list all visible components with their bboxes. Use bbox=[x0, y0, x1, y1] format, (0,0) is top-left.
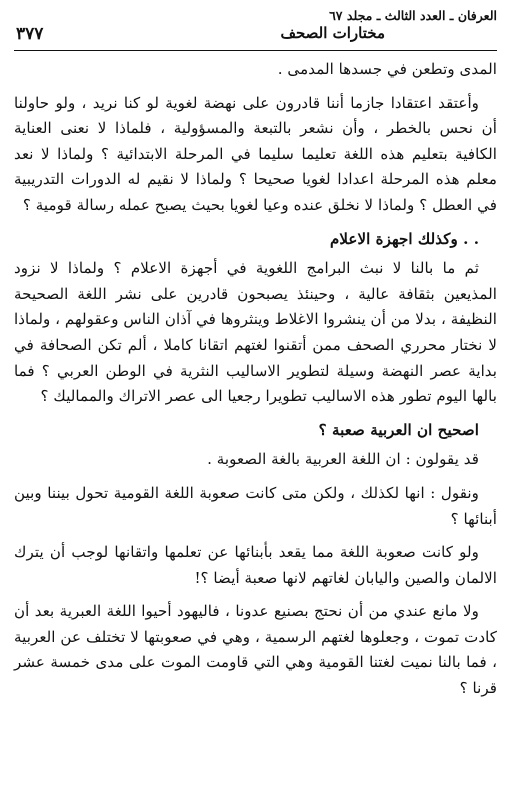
paragraph-3: ثم ما بالنا لا نبث البرامج اللغوية في أجهزة الاعلام ؟ ولماذا لا نزود المذيعين بثقافة عالية ، وحينئذ يصبحون قادرين على نشر اللغة الصحيحة النظيفة ، بدلا من أن ينشروا الاغلاط وينثروها في آذان الناس وعقولهم ، ولماذا لا نختار محرري الصحف ممن أتقنوا لغتهم اتقانا كاملا ، ألم تكن الصحافة في بداية عصر النهضة وسيلة لتطوير الاساليب النثرية في الوطن العربي ؟ فما بالها اليوم تطور هذه الاساليب تطويرا رجعيا الى عصر الاتراك والمماليك ؟ bbox=[14, 259, 497, 406]
paragraph-5: ونقول : انها لكذلك ، ولكن متى كانت صعوبة اللغة القومية تحول بيننا وبين أبنائها ؟ bbox=[14, 483, 497, 528]
paragraph-2: وأعتقد اعتقادا جازما أننا قادرون على نهضة لغوية لو كنا نريد ، ولو حاولنا أن نحس بالخطر ، وأن نشعر بالتبعة والمسؤولية ، فلماذا لا نعنى العناية الكافية بتعليم هذه اللغة تعليما سليما في المرحلة الابتدائية ؟ ولماذا لا نعد معلم هذه المرحلة اعدادا لغويا صحيحا ؟ ولماذا لا نقيم له الدورات التدريبية في العطل ؟ ولماذا لا نخلق عنده وعيا لغويا بحيث يصبح عمله رسالة قومية ؟ bbox=[14, 93, 497, 214]
page-header bbox=[14, 6, 497, 51]
journal-info: العرفان ـ العدد الثالث ـ مجلد ٦٧ bbox=[329, 8, 497, 23]
page-number: ٣٧٧ bbox=[16, 24, 44, 44]
subheading-media: . . وكذلك اجهزة الاعلام bbox=[329, 229, 479, 248]
section-title: مختارات الصحف bbox=[280, 24, 385, 42]
article-body bbox=[14, 51, 497, 702]
paragraph-4: قد يقولون : ان اللغة العربية بالغة الصعوبة . bbox=[207, 450, 479, 469]
document-page bbox=[14, 6, 497, 791]
subheading-difficulty: اصحيح ان العربية صعبة ؟ bbox=[318, 420, 479, 439]
paragraph-7: ولا مانع عندي من أن نحتج بصنيع عدونا ، فاليهود أحيوا اللغة العبرية بعد أن كادت تموت ، وجعلوها لغتهم الرسمية ، وهي في صعوبتها لا تختلف عن العربية ، فما بالنا نميت لغتنا القومية وهي التي قاومت الموت على مدى خمسة عشر قرنا ؟ bbox=[14, 602, 497, 698]
paragraph-1: المدى وتطعن في جسدها المدمى . bbox=[277, 60, 497, 78]
paragraph-6: ولو كانت صعوبة اللغة مما يقعد بأبنائها عن تعلمها واتقانها لوجب أن يترك الالمان والصين واليابان لغاتهم لانها صعبة أيضا ؟! bbox=[14, 543, 497, 587]
